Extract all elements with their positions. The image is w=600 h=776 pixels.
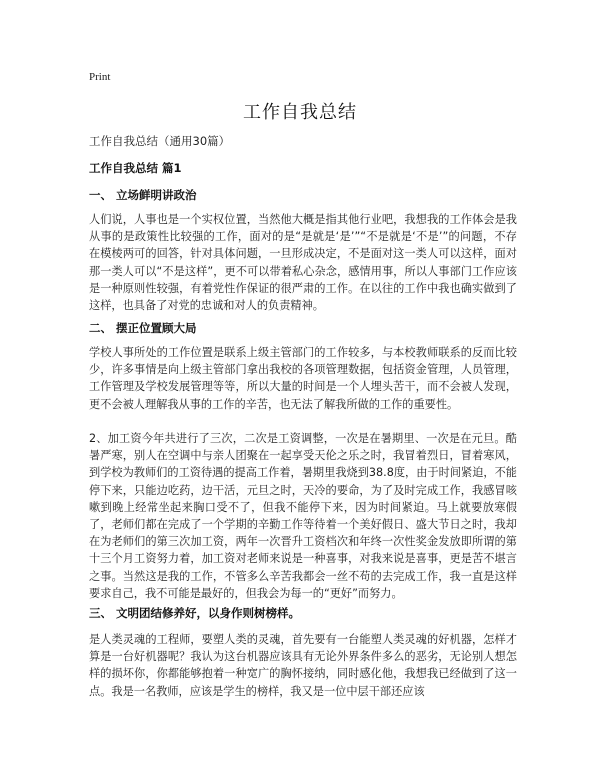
section-heading-2: 二、 摆正位置顾大局 bbox=[89, 321, 197, 335]
section-2-paragraph-1: 学校人事所处的工作位置是联系上级主管部门的工作较多，与本校教师联系的反而比较少，许多事情是向上级主管部门拿出我校的各项管理数据，包括资金管理，人员管理，工作管理及学校发展管理等等，所以大量的时间是一个人埋头苦干，而不会被人发现，更不会被人理解我从事的工作的辛苦，也无法了解我所做的工作的重要性。 bbox=[89, 346, 517, 411]
article-heading: 工作自我总结 篇1 bbox=[89, 161, 182, 175]
section-2-paragraph-2: 2、加工资今年共进行了三次，二次是工资调整，一次是在暑期里、一次是在元旦。酷暑严寒，别人在空调中与亲人团聚在一起享受天伦之乐之时，我冒着烈日，冒着寒风，到学校为教师们的工资待遇的提高工作着，暑期里我烧到38.8度，由于时间紧迫，不能停下来，只能边吃药，边干活，元旦之时，天冷的要命，为了及时完成工作，我感冒咳嗽到晚上经常坐起来胸口受不了，但我不能停下来，因为时间紧迫。马上就要放寒假了，老师们都在完成了一个学期的辛勤工作等待着一个美好假日、盛大节日之时，我却在为老师们的第三次加工资，两年一次晋升工资档次和年终一次性奖金发放即所谓的第十三个月工资努力着，加工资对老师来说是一种喜事，对我来说是喜事，更是苦不堪言之事。当然这是我的工作，不管多么辛苦我都会一丝不苟的去完成工作，我一直是这样要求自己，我不可能是最好的，但我会为每一的“更好”而努力。 bbox=[89, 432, 517, 600]
document-subtitle: 工作自我总结（通用30篇） bbox=[89, 134, 231, 148]
section-1-paragraph-1: 人们说，人事也是一个实权位置，当然他大概是指其他行业吧，我想我的工作体会是我从事的是政策性比较强的工作，面对的是“是就是‘是’”“不是就是‘不是’”的问题，不存在模棱两可的回答，针对具体问题，一旦形成决定，不是面对这一类人可以这样，面对那一类人可以“不是这样”，更不可以带着私心杂念，感情用事，所以人事部门工作应该是一种原则性较强，有着党性作保证的很严肃的工作。在以往的工作中我也确实做到了这样，也具备了对党的忠诚和对人的负责精神。 bbox=[89, 213, 517, 313]
section-3-paragraph-1: 是人类灵魂的工程师，要塑人类的灵魂，首先要有一台能塑人类灵魂的好机器，怎样才算是一台好机器呢？我认为这台机器应该具有无论外界条件多么的恶劣，无论别人想怎样的损坏你，你都能够抱着一种宽广的胸怀接纳，同时感化他，我想我已经做到了这一点。我是一名教师，应该是学生的榜样，我又是一位中层干部还应该 bbox=[89, 633, 517, 698]
section-heading-3: 三、 文明团结修养好，以身作则树榜样。 bbox=[89, 606, 301, 620]
document-title: 工作自我总结 bbox=[243, 102, 357, 123]
print-label[interactable]: Print bbox=[89, 71, 111, 83]
section-heading-1: 一、 立场鲜明讲政治 bbox=[89, 188, 197, 202]
